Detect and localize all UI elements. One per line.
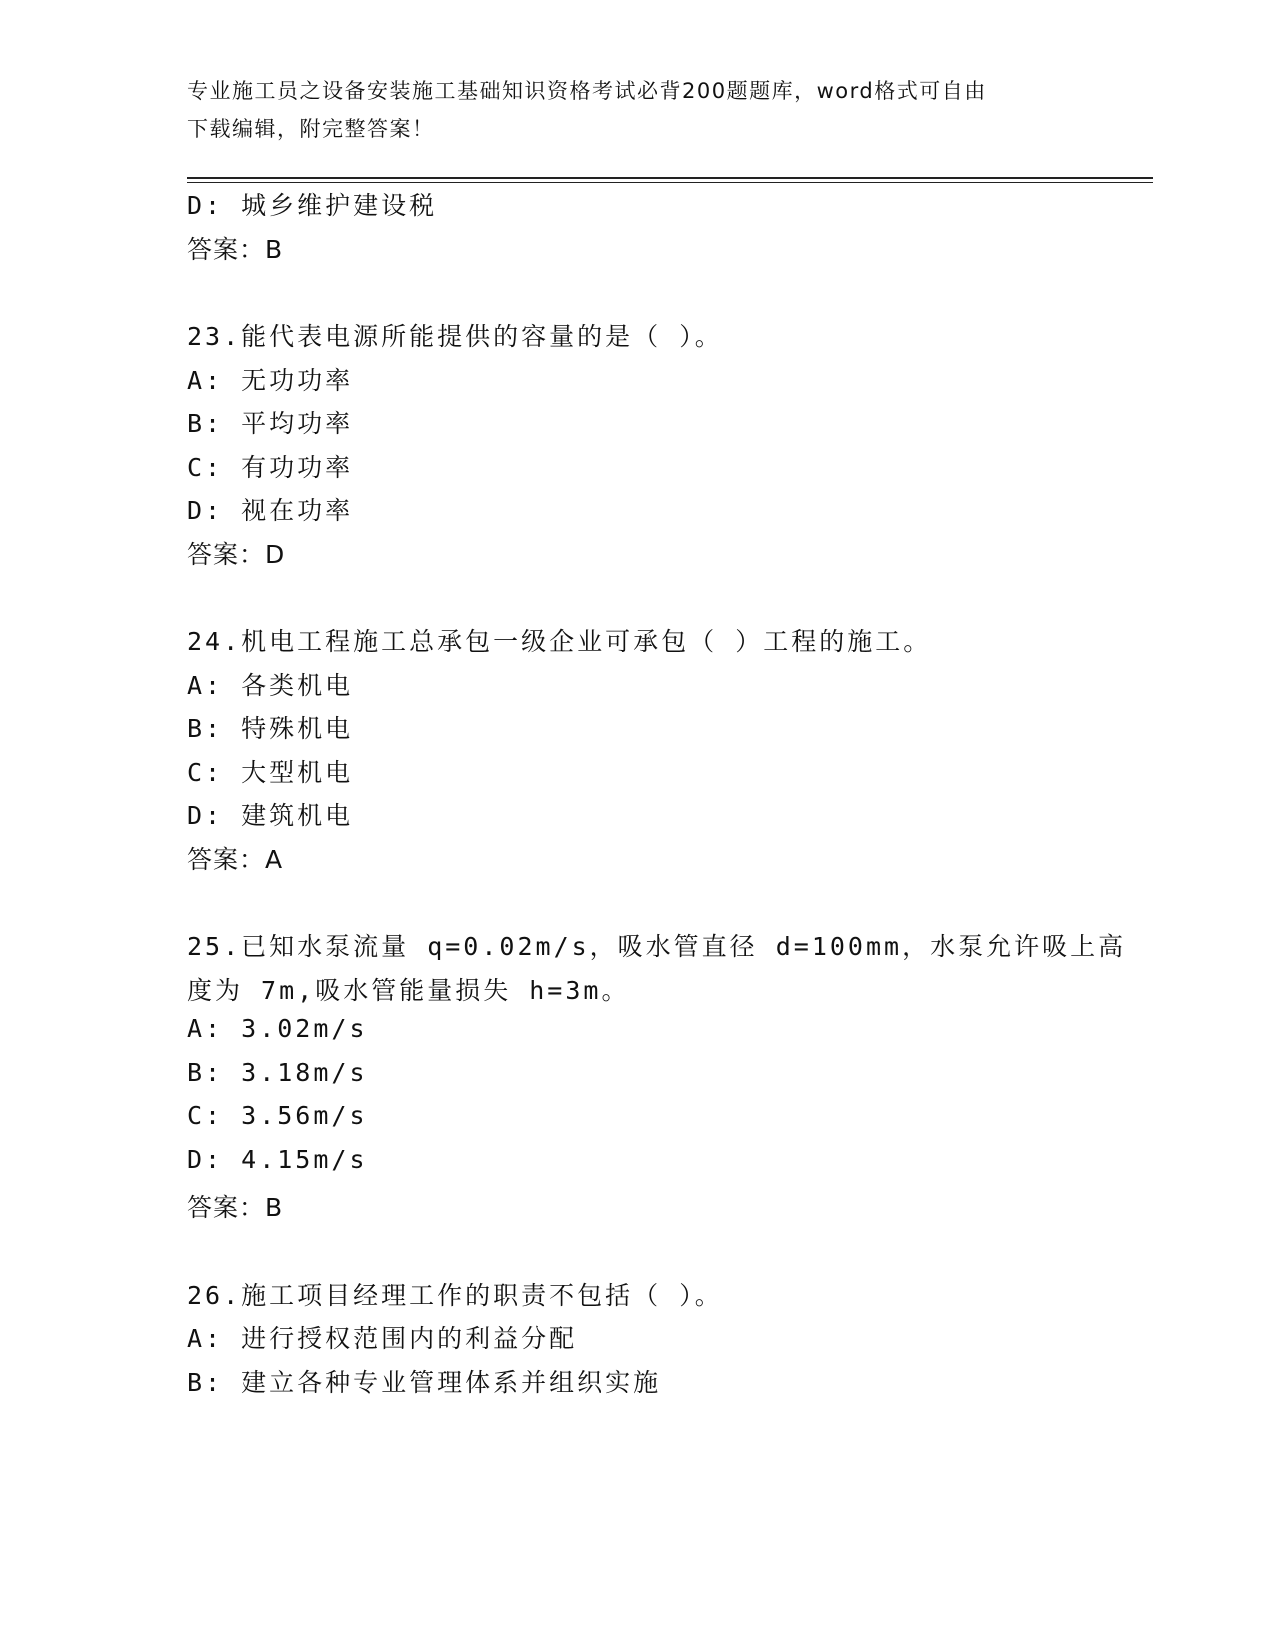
header-rule-thick [187, 177, 1153, 179]
header-line-1: 专业施工员之设备安装施工基础知识资格考试必背200题题库，word格式可自由 [187, 79, 987, 103]
document-header [187, 72, 1087, 148]
prev-answer: 答案：B [187, 235, 284, 264]
q23-stem: 23.能代表电源所能提供的容量的是（ ）。 [187, 322, 723, 351]
q24-option-c: C: 大型机电 [187, 758, 354, 787]
q26-option-a: A: 进行授权范围内的利益分配 [187, 1324, 578, 1353]
header-rule-thin [187, 182, 1153, 183]
q26-option-b: B: 建立各种专业管理体系并组织实施 [187, 1368, 662, 1397]
q25-option-a: A: 3.02m/s [187, 1014, 368, 1043]
q25-option-b: B: 3.18m/s [187, 1058, 368, 1087]
q23-option-a: A: 无功功率 [187, 366, 354, 395]
q25-answer: 答案：B [187, 1193, 284, 1222]
q24-option-b: B: 特殊机电 [187, 714, 354, 743]
q25-option-c: C: 3.56m/s [187, 1101, 368, 1130]
prev-option-d: D: 城乡维护建设税 [187, 191, 438, 220]
q26-stem: 26.施工项目经理工作的职责不包括（ ）。 [187, 1281, 723, 1310]
q23-option-c: C: 有功功率 [187, 453, 354, 482]
q24-option-a: A: 各类机电 [187, 671, 354, 700]
q23-answer: 答案：D [187, 540, 286, 569]
header-line-2: 下载编辑，附完整答案！ [187, 117, 435, 141]
q23-option-b: B: 平均功率 [187, 409, 354, 438]
q24-option-d: D: 建筑机电 [187, 801, 354, 830]
q24-stem: 24.机电工程施工总承包一级企业可承包（ ）工程的施工。 [187, 627, 932, 656]
q25-stem-line-2: 度为 7m,吸水管能量损失 h=3m。 [187, 976, 630, 1005]
q23-option-d: D: 视在功率 [187, 496, 354, 525]
q25-option-d: D: 4.15m/s [187, 1145, 368, 1174]
q24-answer: 答案：A [187, 845, 284, 874]
q25-stem-line-1: 25.已知水泵流量 q=0.02m/s，吸水管直径 d=100mm，水泵允许吸上高 [187, 932, 1127, 961]
